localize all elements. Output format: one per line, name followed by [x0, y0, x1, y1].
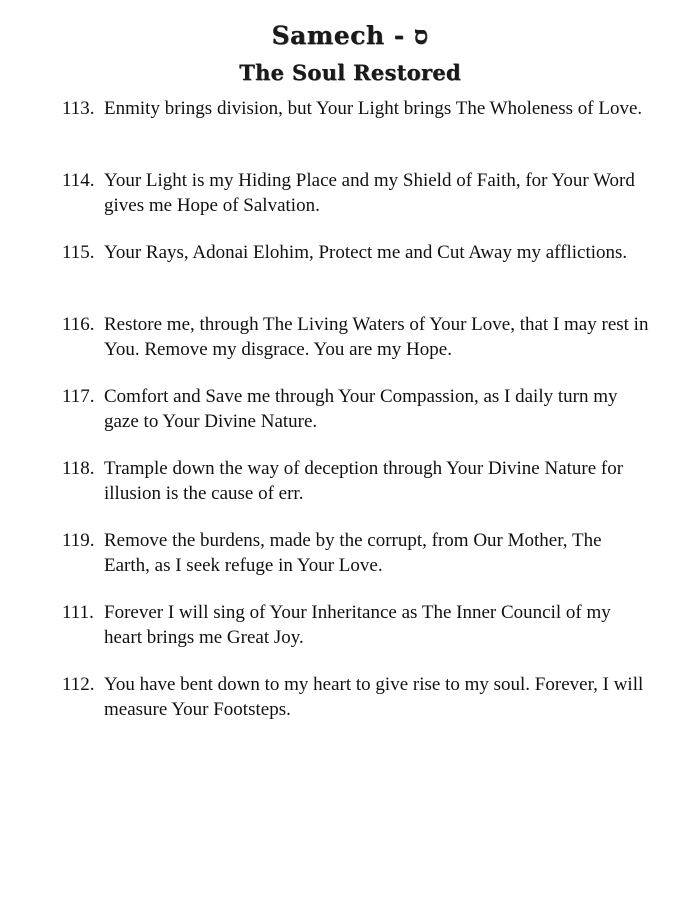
- verse-item: [62, 600, 652, 650]
- verse-item: [62, 96, 652, 146]
- verse-item: [62, 384, 652, 434]
- verse-text: You have bent down to my heart to give rise to my soul. Forever, I will measure Your Footsteps.: [104, 674, 644, 720]
- verse-number: 113.: [62, 98, 95, 119]
- verse-number: 116.: [62, 314, 95, 335]
- verse-number: 114.: [62, 170, 95, 191]
- page-title: Samech - ס: [271, 21, 429, 50]
- verse-number: 115.: [62, 242, 95, 263]
- verse-item: [62, 672, 652, 722]
- verse-text: Restore me, through The Living Waters of Your Love, that I may rest in You. Remove my disgrace. You are my Hope.: [104, 314, 649, 360]
- verse-text: Enmity brings division, but Your Light brings The Wholeness of Love.: [104, 98, 643, 119]
- verse-number: 112.: [62, 674, 95, 695]
- verse-item: [62, 456, 652, 506]
- verse-item: [62, 312, 652, 362]
- verse-number: 119.: [62, 530, 95, 551]
- verse-text: Trample down the way of deception through Your Divine Nature for illusion is the cause of err.: [104, 458, 624, 504]
- page-subtitle: The Soul Restored: [239, 60, 461, 85]
- verse-text: Comfort and Save me through Your Compassion, as I daily turn my gaze to Your Divine Nature.: [104, 386, 618, 432]
- verse-number: 117.: [62, 386, 95, 407]
- verse-item: [62, 528, 652, 578]
- verse-text: Remove the burdens, made by the corrupt, from Our Mother, The Earth, as I seek refuge in Your Love.: [104, 530, 602, 576]
- verse-number: 111.: [62, 602, 94, 623]
- verse-text: Your Light is my Hiding Place and my Shield of Faith, for Your Word gives me Hope of Salvation.: [104, 170, 635, 216]
- verse-text: Your Rays, Adonai Elohim, Protect me and Cut Away my afflictions.: [104, 242, 628, 263]
- verse-number: 118.: [62, 458, 95, 479]
- verse-text: Forever I will sing of Your Inheritance as The Inner Council of my heart brings me Great Joy.: [104, 602, 611, 648]
- verse-list: [62, 96, 652, 744]
- verse-item: [62, 168, 652, 218]
- verse-item: [62, 240, 652, 290]
